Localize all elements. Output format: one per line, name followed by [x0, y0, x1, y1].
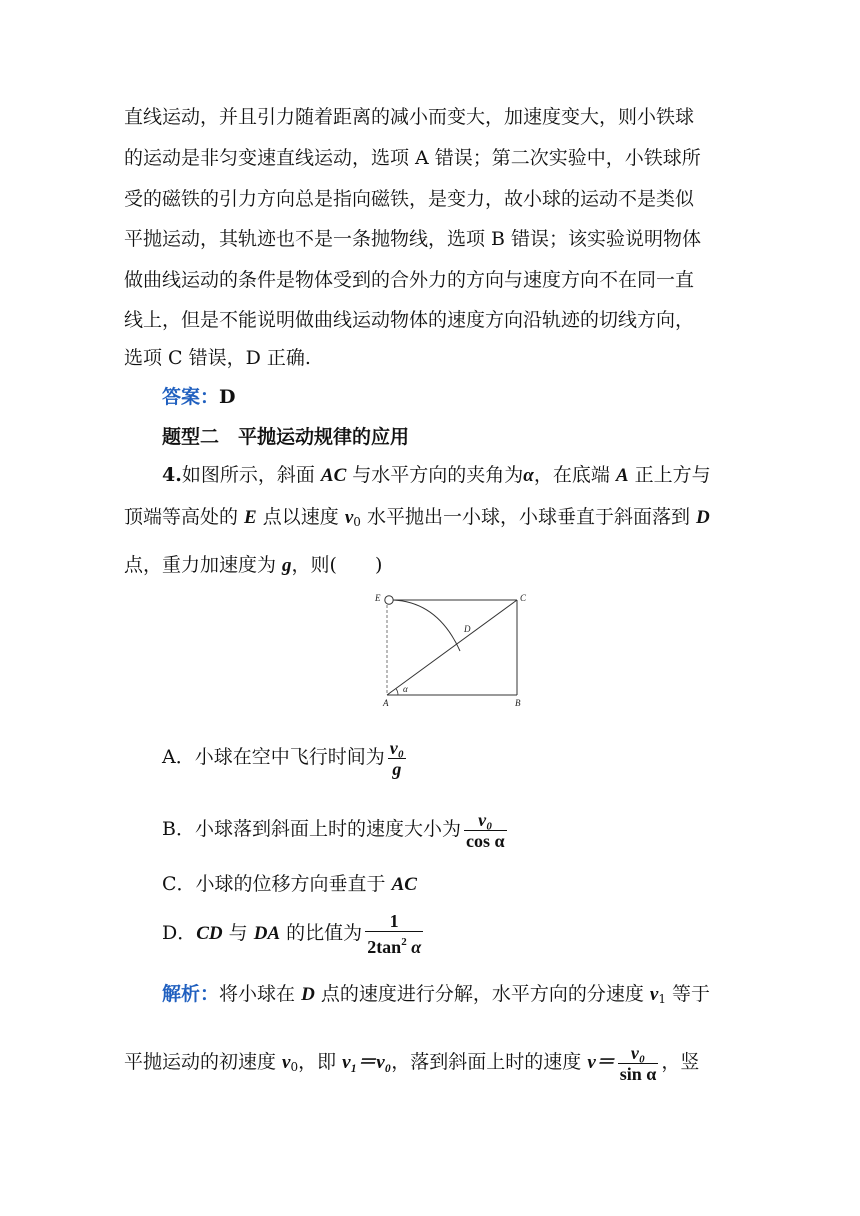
a-sub: 1 — [658, 992, 666, 1006]
label-b: B — [515, 698, 521, 708]
option-d-text: 与 — [222, 922, 254, 944]
question-line-3 — [124, 552, 382, 579]
option-c-text: C．小球的位移方向垂直于 — [162, 873, 392, 895]
paragraph-line-3: 受的磁铁的引力方向总是指向磁铁，是变力，故小球的运动不是类似 — [124, 188, 695, 210]
paragraph-line-5: 做曲线运动的条件是物体受到的合外力的方向与速度方向不在同一直 — [124, 269, 695, 291]
q-text: 顶端等高处的 — [124, 506, 245, 528]
q-sub: 0 — [353, 515, 361, 529]
section-title: 题型二 平抛运动规律的应用 — [162, 426, 410, 448]
option-a-text: A．小球在空中飞行时间为 — [162, 746, 385, 768]
question-line-1 — [162, 462, 711, 489]
angle-arc — [396, 689, 398, 696]
a-text: 等于 — [665, 983, 711, 1005]
option-d-fraction — [365, 911, 423, 957]
paragraph-line-4: 平抛运动，其轨迹也不是一条抛物线，选项 B 错误；该实验说明物体 — [124, 228, 702, 250]
label-e: E — [375, 593, 381, 603]
q-var: α — [523, 465, 534, 486]
ball-icon — [385, 596, 393, 604]
q-text: 点，重力加速度为 — [124, 554, 283, 576]
option-b-fraction — [464, 810, 507, 851]
option-b — [162, 808, 510, 851]
q-var: AC — [320, 465, 347, 486]
a-var: D — [301, 984, 315, 1005]
q-text: ，在底端 — [533, 464, 616, 486]
option-b-text: B．小球落到斜面上时的速度大小为 — [162, 818, 461, 840]
q-var: E — [244, 507, 257, 528]
q-var: D — [696, 507, 710, 528]
option-c-var: AC — [391, 874, 417, 895]
a-var: v₁＝v₀ — [342, 1052, 392, 1073]
label-c: C — [520, 593, 527, 603]
frac-den-b: α — [406, 937, 422, 957]
paragraph-line-6: 线上，但是不能说明做曲线运动物体的速度方向沿轨迹的切线方向， — [124, 309, 695, 331]
label-a: A — [383, 698, 389, 708]
answer-value: D — [219, 386, 236, 408]
q-text: 正上方与 — [628, 464, 711, 486]
a-text: ，竖 — [661, 1051, 700, 1073]
option-d-var: DA — [253, 923, 281, 944]
paragraph-line-1: 直线运动，并且引力随着距离的减小而变大，加速度变大，则小铁球 — [124, 106, 695, 128]
incline-line-ac — [387, 600, 517, 695]
a-var: v — [649, 984, 659, 1005]
label-d: D — [464, 624, 471, 634]
frac-den-a: 2tan — [367, 937, 402, 957]
q-text: ，则( ) — [291, 554, 383, 576]
a-text: ，落到斜面上时的速度 — [391, 1051, 588, 1073]
a-text: 将小球在 — [219, 983, 302, 1005]
analysis-fraction — [618, 1043, 659, 1084]
option-d — [162, 910, 426, 957]
option-a — [162, 736, 409, 779]
a-text: 点的速度进行分解，水平方向的分速度 — [314, 983, 650, 1005]
frac-num: v₀ — [464, 810, 507, 831]
answer-label: 答案： — [162, 386, 220, 408]
a-text: 平抛运动的初速度 — [124, 1051, 283, 1073]
label-alpha: α — [403, 684, 408, 694]
paragraph-line-7: 选项 C 错误，D 正确. — [124, 347, 311, 369]
q-text: 与水平方向的夹角为 — [346, 464, 524, 486]
question-number: 4. — [162, 464, 182, 486]
frac-den: sin α — [619, 1063, 657, 1084]
frac-den — [365, 932, 423, 957]
analysis-label: 解析： — [162, 983, 220, 1005]
trajectory-curve — [393, 600, 460, 651]
option-c — [162, 871, 417, 898]
a-sub: 0 — [290, 1060, 299, 1074]
question-line-2 — [124, 504, 710, 535]
q-text: 如图所示，斜面 — [181, 464, 321, 486]
frac-den: cos α — [465, 830, 505, 851]
q-var: v — [344, 507, 354, 528]
analysis-line-2 — [124, 1040, 699, 1089]
paragraph-line-2: 的运动是非匀变速直线运动，选项 A 错误；第二次实验中，小铁球所 — [124, 147, 701, 169]
frac-den-sup: 2 — [401, 936, 407, 948]
frac-den: g — [392, 758, 402, 779]
a-var: v — [282, 1052, 291, 1073]
a-text: ，即 — [298, 1051, 343, 1073]
a-var: v＝ — [587, 1052, 615, 1073]
q-var: g — [282, 555, 292, 576]
frac-num: 1 — [365, 911, 423, 932]
frac-num: v₀ — [618, 1043, 659, 1064]
q-text: 点以速度 — [256, 506, 345, 528]
option-a-fraction — [388, 738, 406, 779]
answer-line — [162, 384, 236, 410]
q-var: A — [615, 465, 629, 486]
option-d-var: CD — [196, 923, 223, 944]
q-text: 水平抛出一小球，小球垂直于斜面落到 — [360, 506, 696, 528]
incline-diagram — [368, 588, 536, 712]
frac-num: v₀ — [389, 737, 404, 758]
option-d-text: 的比值为 — [280, 922, 363, 944]
option-d-label: D． — [162, 922, 197, 944]
analysis-line-1 — [162, 981, 710, 1012]
